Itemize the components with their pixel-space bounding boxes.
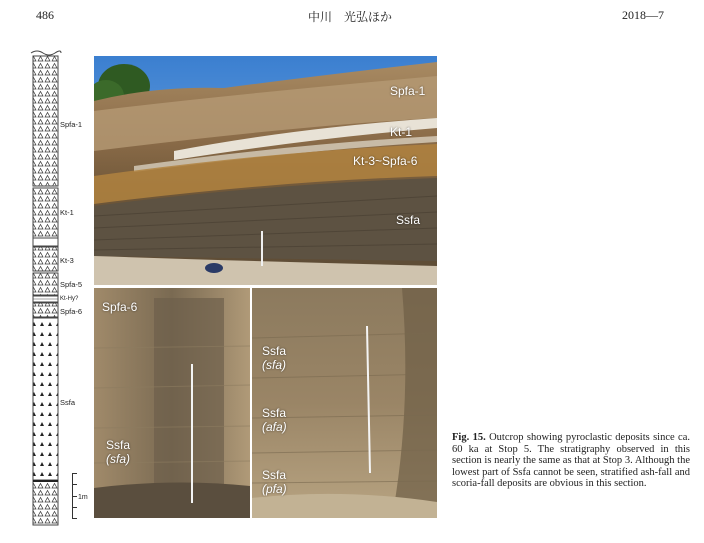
- photo-label-main: Ssfa: [262, 468, 287, 482]
- page-number: 486: [36, 8, 54, 22]
- outcrop-top-image: [94, 56, 437, 285]
- outcrop-photo-top: [94, 56, 437, 285]
- issue-label: 2018—7: [622, 8, 664, 22]
- running-title: 中川 光弘ほか: [307, 10, 392, 24]
- photo-label-main: Ssfa: [262, 406, 287, 420]
- figure-caption: [452, 432, 690, 490]
- photo-label-sub: (pfa): [262, 482, 287, 496]
- outcrop-bottom-left-image: [94, 288, 250, 518]
- photo-label-spfa-1: Spfa-1: [390, 84, 426, 98]
- page-header: [0, 8, 704, 26]
- stratigraphic-column: [30, 48, 104, 528]
- column-label-spfa-1: Spfa-1: [60, 120, 83, 129]
- scale-label: 1m: [78, 494, 88, 501]
- photo-label-ssfa-pfa: [262, 468, 287, 496]
- outcrop-photo-bottom-right: [252, 288, 437, 518]
- column-label-ssfa: Ssfa: [60, 398, 76, 407]
- figure-number: Fig. 15.: [452, 432, 486, 443]
- photo-label-sub: (sfa): [262, 358, 286, 372]
- column-label-kt-hy: Kt-Hy?: [60, 296, 79, 302]
- photo-label-sub: (sfa): [106, 452, 130, 466]
- photo-label-ssfa-afa: [262, 406, 287, 434]
- photo-label-main: Ssfa: [262, 344, 287, 358]
- column-label-kt-3: Kt-3: [60, 256, 74, 265]
- photo-label-spfa-6: Spfa-6: [102, 300, 138, 314]
- photo-label-ssfa-sfa: [262, 344, 286, 372]
- column-label-kt-1: Kt-1: [60, 208, 74, 217]
- photo-label-ssfa: Ssfa: [396, 213, 421, 227]
- photo-label-main: Ssfa: [106, 438, 131, 452]
- caption-text: Outcrop showing pyroclastic deposits since ca. 60 ka at Stop 5. The stratigraphy observed in this section is nearly the same as that at Stop 3. Although the lowest part of Ssfa cannot be seen, stratified ash-fall and scoria-fall deposits are obvious in this section.: [452, 432, 690, 490]
- column-label-spfa-5: Spfa-5: [60, 280, 83, 289]
- photo-label-sub: (afa): [262, 420, 287, 434]
- column-label-spfa-6: Spfa-6: [60, 307, 83, 316]
- outcrop-photo-bottom-left: [94, 288, 250, 518]
- photo-label-kt-1: Kt-1: [390, 125, 413, 139]
- photo-label-ssfa-sfa-left: [106, 438, 130, 466]
- photo-label-kt-3-spfa-6: Kt-3~Spfa-6: [353, 154, 418, 168]
